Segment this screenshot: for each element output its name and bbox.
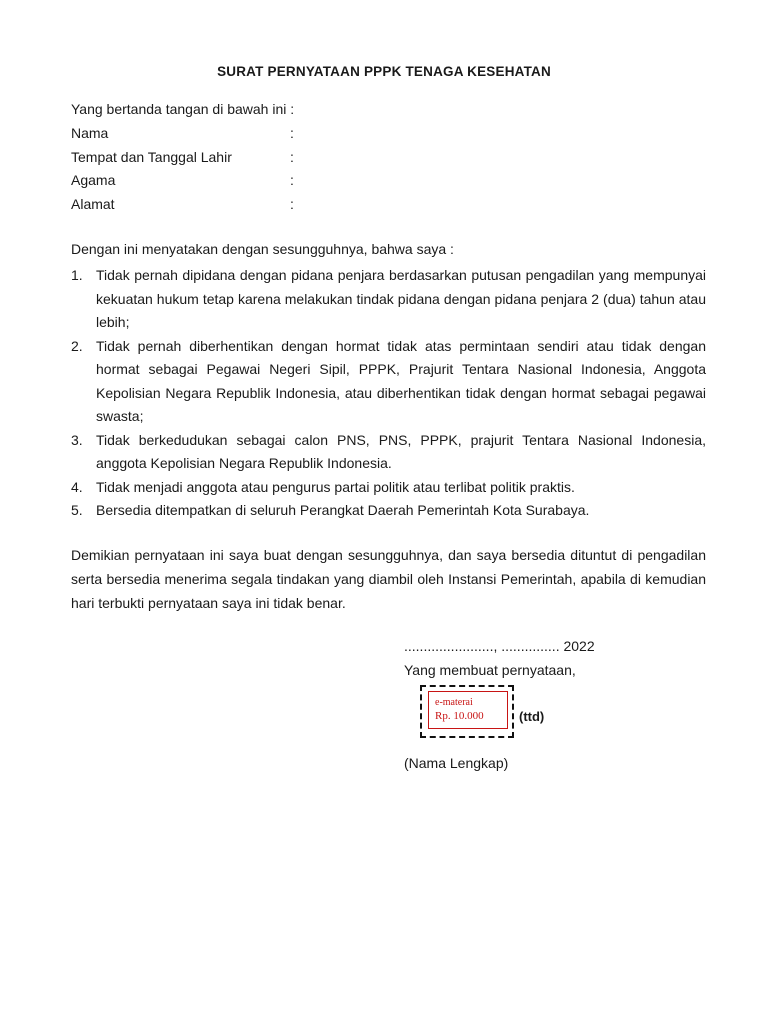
field-label-agama: Agama <box>71 172 116 188</box>
stamp-label: e-materai <box>435 697 473 708</box>
list-item-text: Tidak menjadi anggota atau pengurus partai politik atau terlibat politik praktis. <box>96 478 575 495</box>
closing-paragraph: Demikian pernyataan ini saya buat dengan sesungguhnya, dan saya bersedia dituntut di pengadilan serta bersedia menerima segala tindakan yang diambil oleh Instansi Pemerintah, apabila di kemudian hari terbukti pernyataan saya ini tidak benar. <box>71 547 706 611</box>
stamp-value: Rp. 10.000 <box>435 710 484 722</box>
list-item <box>71 429 706 476</box>
field-label-nama: Nama <box>71 125 109 141</box>
list-item <box>71 476 706 500</box>
field-label-ttl: Tempat dan Tanggal Lahir <box>71 149 232 165</box>
list-item <box>71 499 706 523</box>
ttd-label: (ttd) <box>519 709 545 724</box>
list-item-text: Tidak pernah diberhentikan dengan hormat tidak atas permintaan sendiri atau tidak dengan hormat sebagai Pegawai Negeri Sipil, PPPK, Prajurit Tentara Nasional Indonesia, Anggota Kepolisian Negara Republik Indonesia, atau diberhentikan tidak dengan hormat sebagai pegawai swasta; <box>96 337 706 424</box>
list-item-number: 4. <box>71 478 83 495</box>
field-label-alamat: Alamat <box>71 196 115 212</box>
list-item-text: Tidak pernah dipidana dengan pidana penjara berdasarkan putusan pengadilan yang mempunyai kekuatan hukum tetap karena melakukan tindak pidana dengan pidana penjara 2 (dua) tahun atau lebih; <box>96 267 706 330</box>
signer-name-placeholder: (Nama Lengkap) <box>404 755 509 771</box>
list-item-number: 1. <box>71 267 83 283</box>
document-title: SURAT PERNYATAAN PPPK TENAGA KESEHATAN <box>217 64 551 79</box>
statement-list <box>71 264 706 523</box>
statement-intro: Dengan ini menyatakan dengan sesungguhnya, bahwa saya : <box>71 241 454 257</box>
list-item-number: 5. <box>71 502 83 518</box>
list-item-number: 3. <box>71 431 83 448</box>
signature-maker-label: Yang membuat pernyataan, <box>404 662 576 678</box>
field-colon-alamat: : <box>290 196 294 212</box>
list-item <box>71 335 706 429</box>
list-item-text: Bersedia ditempatkan di seluruh Perangkat Daerah Pemerintah Kota Surabaya. <box>96 502 590 518</box>
field-colon-agama: : <box>290 172 294 188</box>
e-materai-stamp <box>428 691 508 729</box>
intro-text: Yang bertanda tangan di bawah ini : <box>71 101 295 117</box>
field-colon-ttl: : <box>290 149 294 165</box>
list-item-number: 2. <box>71 337 83 354</box>
field-colon-nama: : <box>290 125 294 141</box>
signature-date-line: ......................., ............... 2022 <box>404 638 595 654</box>
list-item <box>71 264 706 335</box>
list-item-text: Tidak berkedudukan sebagai calon PNS, PNS, PPPK, prajurit Tentara Nasional Indonesia, anggota Kepolisian Negara Republik Indonesia. <box>96 431 706 471</box>
